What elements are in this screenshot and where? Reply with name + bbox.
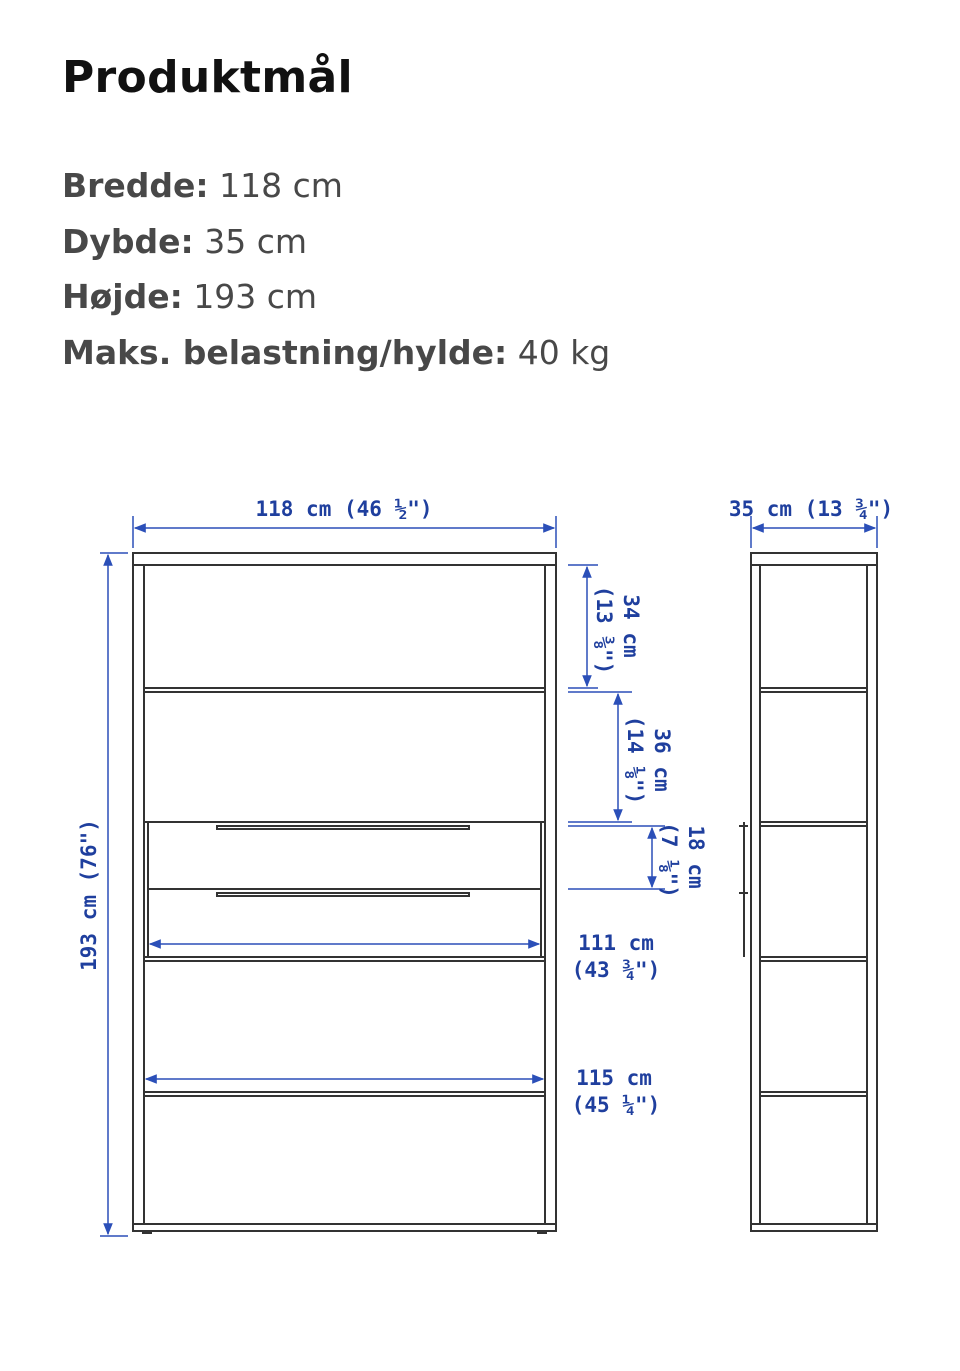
inner-width-drawer-cm-label: 111 cm bbox=[578, 931, 654, 955]
inner-width-drawer-in-label: (43 ¾") bbox=[571, 958, 661, 982]
page-title: Produktmål bbox=[62, 52, 353, 103]
spec-value: 193 cm bbox=[193, 277, 318, 316]
side-shelf-3 bbox=[760, 957, 867, 961]
side-shelf-4 bbox=[760, 1092, 867, 1096]
front-view bbox=[133, 553, 556, 1233]
drawer-handle-2 bbox=[217, 893, 469, 896]
side-shelf-1 bbox=[760, 688, 867, 692]
depth-label: 35 cm (13 ¾") bbox=[728, 497, 894, 521]
inner-width-shelf-cm-label: 115 cm bbox=[576, 1066, 652, 1090]
spec-label: Højde: bbox=[62, 277, 183, 316]
spec-value: 118 cm bbox=[219, 166, 343, 205]
drawer-handle-1 bbox=[217, 826, 469, 829]
drawer-in-label: (7 ⅛") bbox=[657, 822, 681, 898]
spec-value: 40 kg bbox=[517, 332, 611, 372]
shelf-1 bbox=[144, 688, 545, 692]
spec-label: Dybde: bbox=[62, 221, 194, 261]
side-shelf-2 bbox=[760, 822, 867, 826]
shelf-top-in-label: (13 ⅜") bbox=[592, 585, 616, 675]
spec-label: Bredde: bbox=[62, 166, 209, 205]
shelf-2 bbox=[144, 957, 545, 961]
drawer-cm-label: 18 cm bbox=[684, 825, 708, 889]
shelf-mid-cm-label: 36 cm bbox=[650, 728, 674, 792]
shelf-mid-in-label: (14 ⅛") bbox=[623, 715, 647, 805]
inner-width-shelf-in-label: (45 ¼") bbox=[571, 1093, 661, 1117]
spec-label: Maks. belastning/hylde: bbox=[62, 332, 508, 372]
shelf-top-cm-label: 34 cm bbox=[619, 594, 643, 658]
width-label: 118 cm (46 ½") bbox=[255, 497, 433, 521]
side-view bbox=[739, 553, 877, 1231]
shelf-3 bbox=[144, 1092, 545, 1096]
height-label: 193 cm (76") bbox=[77, 819, 101, 971]
side-outer-frame bbox=[751, 553, 877, 1231]
spec-value: 35 cm bbox=[204, 221, 308, 261]
